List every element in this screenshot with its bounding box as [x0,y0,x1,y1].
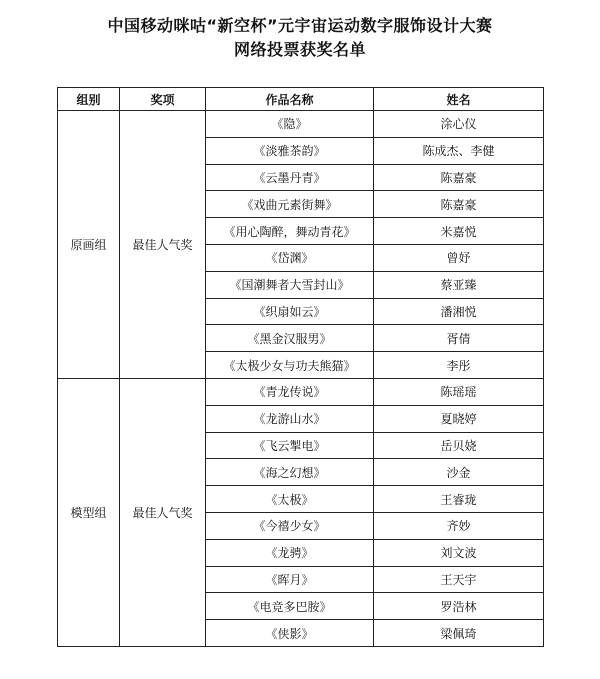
name-cell: 曾妤 [374,244,544,271]
table-row [58,111,544,138]
group-cell: 原画组 [58,111,120,379]
name-cell: 梁佩琦 [374,620,544,647]
work-cell: 《龙骋》 [206,539,374,566]
name-cell: 齐妙 [374,512,544,539]
work-cell: 《电竞多巴胺》 [206,593,374,620]
work-cell: 《海之幻想》 [206,459,374,486]
name-cell: 米嘉悦 [374,218,544,245]
header-work: 作品名称 [206,88,374,111]
group-cell: 模型组 [58,378,120,646]
name-cell: 陈瑶瑶 [374,378,544,405]
work-cell: 《太极》 [206,486,374,513]
work-cell: 《织扇如云》 [206,298,374,325]
name-cell: 潘湘悦 [374,298,544,325]
work-cell: 《青龙传说》 [206,378,374,405]
work-cell: 《龙游山水》 [206,405,374,432]
header-row [58,88,544,111]
header-award: 奖项 [120,88,206,111]
work-cell: 《太极少女与功夫熊猫》 [206,352,374,379]
header-name: 姓名 [374,88,544,111]
name-cell: 刘文波 [374,539,544,566]
name-cell: 岳贝娆 [374,432,544,459]
name-cell: 蔡亚臻 [374,271,544,298]
name-cell: 沙金 [374,459,544,486]
name-cell: 李彤 [374,352,544,379]
document-title-line-2: 网络投票获奖名单 [233,40,366,59]
name-cell: 夏晓婷 [374,405,544,432]
name-cell: 涂心仪 [374,111,544,138]
work-cell: 《云墨丹青》 [206,164,374,191]
table-row [58,378,544,405]
name-cell: 王睿珑 [374,486,544,513]
work-cell: 《淡雅茶韵》 [206,137,374,164]
table-body [58,111,544,647]
work-cell: 《侠影》 [206,620,374,647]
header-group: 组别 [58,88,120,111]
work-cell: 《晖月》 [206,566,374,593]
work-cell: 《用心陶醉，舞动青花》 [206,218,374,245]
award-cell: 最佳人气奖 [120,378,206,646]
name-cell: 陈嘉豪 [374,191,544,218]
work-cell: 《黑金汉服男》 [206,325,374,352]
work-cell: 《隐》 [206,111,374,138]
award-cell: 最佳人气奖 [120,111,206,379]
award-table [57,87,544,647]
work-cell: 《国潮舞者大雪封山》 [206,271,374,298]
name-cell: 王天宇 [374,566,544,593]
work-cell: 《飞云掣电》 [206,432,374,459]
name-cell: 胥倩 [374,325,544,352]
document-title-line-1: 中国移动咪咕“新空杯”元宇宙运动数字服饰设计大赛 [107,16,493,35]
work-cell: 《今禧少女》 [206,512,374,539]
name-cell: 罗浩林 [374,593,544,620]
work-cell: 《戏曲元素街舞》 [206,191,374,218]
name-cell: 陈成杰、李健 [374,137,544,164]
name-cell: 陈嘉豪 [374,164,544,191]
work-cell: 《岱渊》 [206,244,374,271]
